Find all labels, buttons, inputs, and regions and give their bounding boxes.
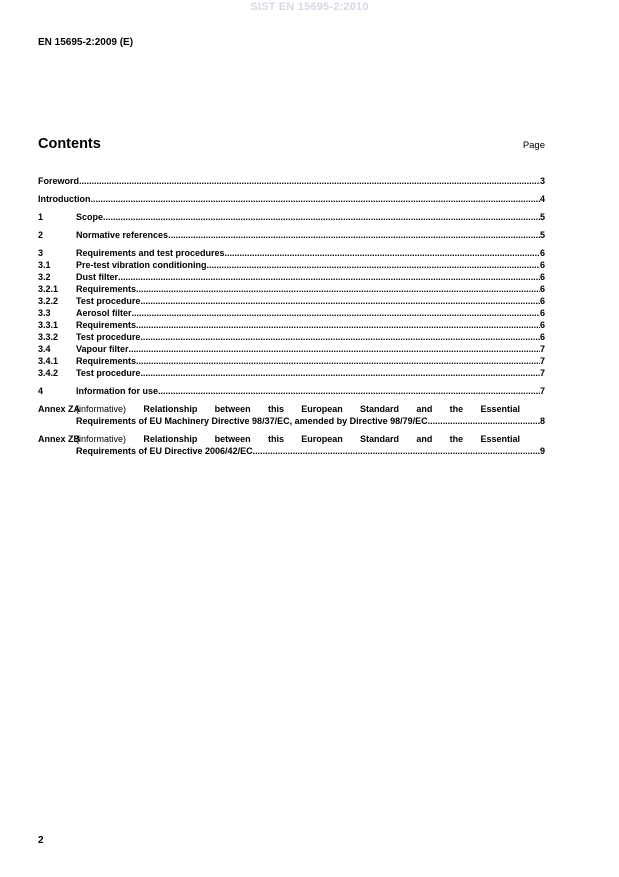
toc-entry-page: 7 — [539, 356, 545, 366]
toc-entry-page: 3 — [539, 176, 545, 186]
toc-entry-page: 6 — [539, 308, 545, 318]
toc-entry-number: 3.3 — [38, 308, 51, 318]
toc-entry-number: 2 — [38, 230, 44, 240]
toc-entry-page: 6 — [539, 260, 545, 270]
toc-entry-title: Requirements and test procedures — [76, 248, 225, 258]
toc-entry-page: 7 — [539, 344, 545, 354]
toc-entry-number: 3.3.2 — [38, 332, 59, 342]
annex-label: Annex ZB — [38, 434, 81, 444]
toc-entry-annex-zb[interactable] — [38, 433, 545, 457]
toc-entry-page: 6 — [539, 248, 545, 258]
toc-entry-3-1[interactable] — [38, 259, 545, 271]
toc-entry-page: 7 — [539, 368, 545, 378]
toc-entry-title: Scope — [76, 212, 104, 222]
toc-entry-number: 3.2.2 — [38, 296, 59, 306]
toc-entry-normative-references[interactable] — [38, 229, 545, 241]
annex-title-line-2: Requirements of EU Machinery Directive 98/37/EC, amended by Directive 98/79/EC ..... 8 — [76, 415, 545, 427]
annex-type: (informative) — [76, 404, 127, 414]
toc-entry-page: 9 — [539, 446, 545, 456]
toc-entry-requirements-and-test-procedures[interactable] — [38, 247, 545, 259]
toc-entry-page: 6 — [539, 320, 545, 330]
toc-entry-page: 5 — [539, 212, 545, 222]
toc-entry-title: Test procedure — [76, 296, 141, 306]
toc-entry-page: 6 — [539, 296, 545, 306]
annex-title-line-2: Requirements of EU Directive 2006/42/EC ..... 9 — [76, 445, 545, 457]
toc-entry-3-2-1[interactable] — [38, 283, 545, 295]
annex-type: (informative) — [76, 434, 127, 444]
toc-entry-title: Normative references — [76, 230, 169, 240]
annex-title-line-1: (informative) Relationship between this European Standard and the Essential — [76, 404, 520, 414]
toc-entry-number: 3.4.1 — [38, 356, 59, 366]
toc-entry-number: 3.4.2 — [38, 368, 59, 378]
toc-entry-number: 3.1 — [38, 260, 51, 270]
annex-label: Annex ZA — [38, 404, 81, 414]
toc-entry-annex-za[interactable] — [38, 403, 545, 427]
watermark: SIST EN 15695-2:2010 — [250, 1, 369, 13]
toc-entry-title: Dust filter — [76, 272, 119, 282]
toc-entry-title: Foreword — [38, 176, 80, 186]
toc-entry-title: Requirements — [76, 284, 137, 294]
toc-entry-title: Requirements — [76, 320, 137, 330]
toc-entry-3-4-1[interactable] — [38, 355, 545, 367]
toc-entry-number: 4 — [38, 386, 44, 396]
toc-entry-title: Requirements — [76, 356, 137, 366]
toc-entry-title: Aerosol filter — [76, 308, 132, 318]
toc-entry-number: 1 — [38, 212, 44, 222]
contents-title: Contents — [38, 136, 101, 152]
toc-entry-title: Test procedure — [76, 332, 141, 342]
toc-entry-3-4[interactable] — [38, 343, 545, 355]
toc-entry-page: 6 — [539, 332, 545, 342]
toc-entry-title: Introduction — [38, 194, 91, 204]
toc-entry-title: Vapour filter — [76, 344, 129, 354]
toc-entry-number: 3.4 — [38, 344, 51, 354]
toc-entry-foreword[interactable] — [38, 175, 545, 187]
toc-entry-number: 3.2.1 — [38, 284, 59, 294]
toc-entry-number: 3.2 — [38, 272, 51, 282]
toc-entry-3-2[interactable] — [38, 271, 545, 283]
toc-entry-3-3[interactable] — [38, 307, 545, 319]
table-of-contents — [38, 175, 545, 457]
toc-entry-page: 6 — [539, 284, 545, 294]
toc-entry-3-3-2[interactable] — [38, 331, 545, 343]
toc-entry-number: 3 — [38, 248, 44, 258]
document-id: EN 15695-2:2009 (E) — [38, 37, 134, 48]
toc-entry-3-2-2[interactable] — [38, 295, 545, 307]
toc-entry-page: 6 — [539, 272, 545, 282]
page-column-label: Page — [522, 140, 545, 151]
toc-entry-3-3-1[interactable] — [38, 319, 545, 331]
toc-entry-page: 4 — [539, 194, 545, 204]
toc-entry-page: 8 — [539, 416, 545, 426]
toc-entry-3-4-2[interactable] — [38, 367, 545, 379]
toc-entry-title: Pre-test vibration conditioning — [76, 260, 207, 270]
toc-entry-introduction[interactable] — [38, 193, 545, 205]
toc-entry-information-for-use[interactable] — [38, 385, 545, 397]
toc-entry-page: 7 — [539, 386, 545, 396]
toc-entry-title: Information for use — [76, 386, 159, 396]
annex-title-line-1: (informative) Relationship between this European Standard and the Essential — [76, 434, 520, 444]
toc-entry-number: 3.3.1 — [38, 320, 59, 330]
toc-entry-title: Test procedure — [76, 368, 141, 378]
footer-page-number: 2 — [38, 835, 44, 846]
toc-entry-page: 5 — [539, 230, 545, 240]
toc-entry-scope[interactable] — [38, 211, 545, 223]
